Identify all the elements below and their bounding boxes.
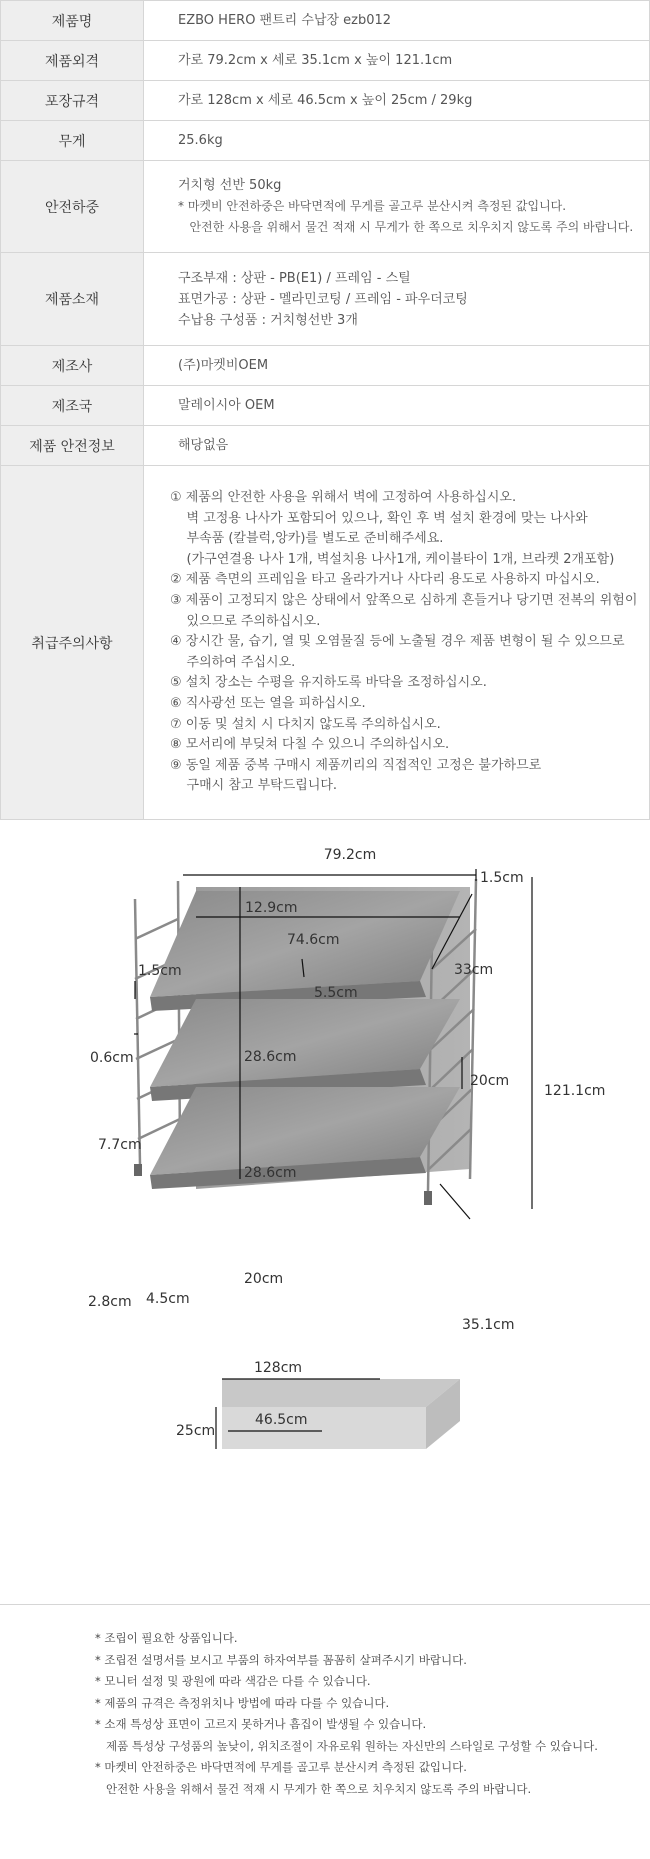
care-line: ⑤ 설치 장소는 수평을 유지하도록 바닥을 조정하십시오.: [170, 675, 487, 691]
care-line: ⑦ 이동 및 설치 시 다치지 않도록 주의하십시오.: [170, 716, 441, 732]
spec-value: 표면가공 : 상판 - 멜라민코팅 / 프레임 - 파우더코팅: [178, 291, 468, 307]
spec-value: 가로 128cm x 세로 46.5cm x 높이 25cm / 29kg: [178, 93, 473, 108]
spec-row-country: [1, 386, 650, 426]
spec-value: (주)마켓비OEM: [178, 358, 269, 373]
dim-top-board: 12.9cm: [245, 900, 298, 916]
spec-key: 제품외격: [1, 41, 144, 81]
dim-depth: 35.1cm: [462, 1317, 515, 1333]
spec-key: 제품 안전정보: [1, 426, 144, 466]
spec-value: 구조부재 : 상판 - PB(E1) / 프레임 - 스틸: [178, 270, 411, 286]
spec-value: 수납용 구성품 : 거치형선반 3개: [178, 312, 358, 328]
spec-table: [0, 0, 650, 820]
spec-key: 포장규격: [1, 81, 144, 121]
pkg-depth: 46.5cm: [255, 1412, 308, 1428]
care-line: ④ 장시간 물, 습기, 열 및 오염물질 등에 노출될 경우 제품 변형이 될 수 있으므로: [170, 634, 625, 650]
care-line: ① 제품의 안전한 사용을 위해서 벽에 고정하여 사용하십시오.: [170, 490, 517, 506]
dim-height: 121.1cm: [544, 1083, 606, 1099]
spec-value: EZBO HERO 팬트리 수납장 ezb012: [178, 13, 392, 28]
spec-note: * 마켓비 안전하중은 바닥면적에 무게를 골고루 분산시켜 측정된 값입니다.: [178, 199, 567, 213]
notice-line: * 제품의 규격은 측정위치나 방법에 따라 다를 수 있습니다.: [95, 1695, 390, 1710]
dim-width: 79.2cm: [323, 847, 377, 863]
notice-line: * 조립이 필요한 상품입니다.: [95, 1631, 238, 1645]
notice-line: * 조립전 설명서를 보시고 부품의 하자여부를 꼼꼼히 살펴주시기 바랍니다.: [95, 1652, 467, 1667]
dim-shelf-spacing: 20cm: [470, 1073, 510, 1089]
spec-key: 취급주의사항: [1, 466, 144, 820]
foot-right: [424, 1191, 432, 1205]
dim-bottom: 20cm: [244, 1271, 284, 1287]
dim-wire: 0.6cm: [90, 1050, 134, 1066]
care-line: (가구연결용 나사 1개, 벽설치용 나사1개, 케이블타이 1개, 브라켓 2개포함): [170, 551, 615, 567]
spec-key: 제품소재: [1, 253, 144, 346]
notice-line: * 소재 특성상 표면이 고르지 못하거나 흠집이 발생될 수 있습니다.: [95, 1717, 427, 1731]
spec-value: 해당없음: [178, 438, 229, 453]
spec-key: 제조사: [1, 346, 144, 386]
divider: [0, 1604, 650, 1605]
spec-value: 말레이시아 OEM: [178, 398, 275, 413]
care-line: ⑧ 모서리에 부딪쳐 다칠 수 있으니 주의하십시오.: [170, 737, 450, 753]
spec-row-care: [1, 466, 650, 820]
dim-left-gap: 1.5cm: [138, 963, 182, 979]
package-box: [216, 1379, 460, 1449]
spec-row-maker: [1, 346, 650, 386]
spec-row-load: [1, 161, 650, 253]
care-line: 있으므로 주의하십시오.: [170, 613, 321, 629]
notice-line: * 모니터 설정 및 광원에 따라 색감은 다를 수 있습니다.: [95, 1674, 371, 1688]
spec-value: 25.6kg: [178, 133, 223, 148]
spec-row-name: [1, 1, 650, 41]
spec-value: 가로 79.2cm x 세로 35.1cm x 높이 121.1cm: [178, 53, 453, 68]
spec-key: 무게: [1, 121, 144, 161]
pkg-width: 128cm: [253, 1360, 303, 1376]
care-line: 구매시 참고 부탁드립니다.: [170, 778, 338, 794]
notice-list: [95, 1628, 635, 1800]
spec-row-safety: [1, 426, 650, 466]
care-line: 주의하여 주십시오.: [170, 654, 296, 670]
pkg-height: 25cm: [176, 1423, 216, 1439]
dim-side-gap: 1.5cm: [480, 870, 524, 886]
care-line: 부속품 (칼블럭,앙카)를 별도로 준비해주세요.: [170, 531, 444, 547]
spec-note: 안전한 사용을 위해서 물건 적재 시 무게가 한 쪽으로 치우치지 않도록 주의 바랍니다.: [178, 220, 634, 234]
spec-row-weight: [1, 121, 650, 161]
dim-rung: 7.7cm: [98, 1137, 142, 1153]
dim-shelf-gap-1: 28.6cm: [244, 1049, 297, 1065]
spec-row-package: [1, 81, 650, 121]
spec-key: 제조국: [1, 386, 144, 426]
care-line: ⑨ 동일 제품 중복 구매시 제품끼리의 직접적인 고정은 불가하므로: [170, 757, 542, 773]
care-line: 벽 고정용 나사가 포함되어 있으나, 확인 후 벽 설치 환경에 맞는 나사와: [170, 510, 588, 526]
dim-foot-offset: 4.5cm: [146, 1291, 190, 1307]
care-line: ⑥ 직사광선 또는 열을 피하십시오.: [170, 695, 366, 711]
spec-row-size: [1, 41, 650, 81]
dim-lip: 5.5cm: [314, 985, 358, 1001]
dim-shelf-width: 74.6cm: [287, 932, 340, 948]
foot-left: [134, 1164, 142, 1176]
product-dimension-diagram: [0, 819, 650, 1604]
care-line: ② 제품 측면의 프레임을 타고 올라가거나 사다리 용도로 사용하지 마십시오.: [170, 572, 600, 588]
left-frame: [135, 881, 180, 1164]
spec-value: 거치형 선반 50kg: [178, 178, 282, 193]
notice-line: 안전한 사용을 위해서 물건 적재 시 무게가 한 쪽으로 치우치지 않도록 주의 바랍니다.: [95, 1781, 532, 1796]
notice-line: * 마켓비 안전하중은 바닥면적에 무게를 골고루 분산시켜 측정된 값입니다.: [95, 1760, 467, 1774]
dim-foot: 2.8cm: [88, 1294, 132, 1310]
care-line: ③ 제품이 고정되지 않은 상태에서 앞쪽으로 심하게 흔들거나 당기면 전복의 위험이: [170, 593, 638, 609]
dim-shelf-gap-2: 28.6cm: [244, 1165, 297, 1181]
notice-line: 제품 특성상 구성품의 높낮이, 위치조절이 자유로워 원하는 자신만의 스타일로 구성할 수 있습니다.: [95, 1738, 598, 1753]
dim-shelf-depth: 33cm: [454, 962, 494, 978]
spec-key: 제품명: [1, 1, 144, 41]
spec-row-material: [1, 253, 650, 346]
spec-key: 안전하중: [1, 161, 144, 253]
